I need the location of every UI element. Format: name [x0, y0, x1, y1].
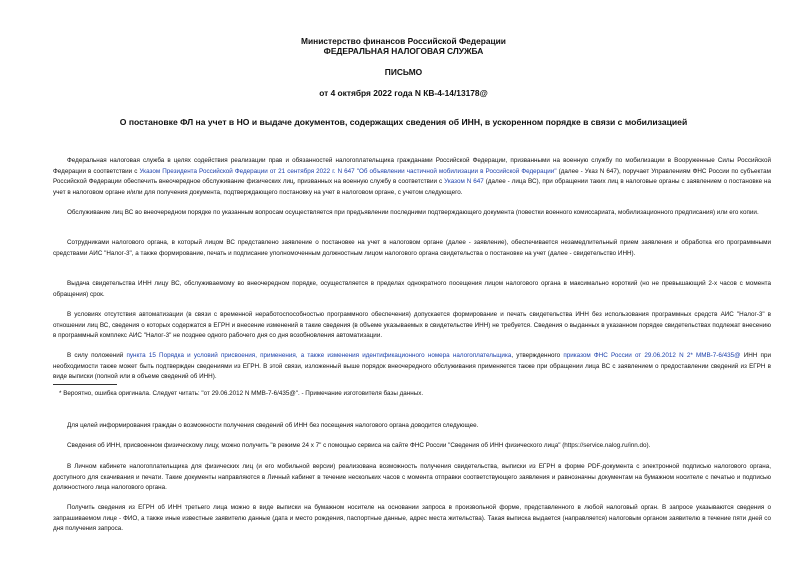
text-run: , утвержденного — [511, 352, 564, 359]
paragraph-5: В условиях отсутствия автоматизации (в связи с временной неработоспособностью программного обеспечения) допускается формирование и печать свидетельства ИНН без использования программных средств АИС "Налог-3" в отношении лиц ВС, сведения о которых содержатся в ЕГРН и внесение изменений в такие сведения (в объеме указываемых в свидетельстве ИНН) не требуется. Сведения о выданных в указанном порядке свидетельствах подлежат внесению в программный комплекс АИС "Налог-3" не позднее одного рабочего дня со дня возобновления автоматизации. — [53, 311, 771, 339]
link-decree-647[interactable]: Указом Президента Российской Федерации от 21 сентября 2022 г. N 647 "Об объявлении частичной мобилизации в Российской Федерации" — [139, 167, 557, 175]
text-run: (далее - Указ N 647), поручает Управлениям ФНС России по субъектам Российской Федерации обеспечить внеочередное обслуживание физических лиц, призванных на военную службу в соответствии с — [53, 167, 771, 185]
text-run: Федеральная налоговая служба в целях содействия реализации прав и обязанностей налогоплательщика гражданами Российской Федерации, призванными на военную службу по мобилизации в Вооруженные Силы Российской Федерации в соответствии с — [53, 157, 771, 175]
ministry-name: Министерство финансов Российской Федерации — [301, 36, 506, 46]
footnote-divider — [53, 384, 117, 385]
document-type: ПИСЬМО — [384, 67, 423, 77]
paragraph-10: Получить сведения из ЕГРН об ИНН третьего лица можно в виде выписки на бумажном носителе на основании запроса в произвольной форме, представленного в любой налоговый орган. В запросе указываются сведения о запрашиваемом лице - ФИО, а также иные известные заявителю данные (дата и место рождения, паспортные данные, адрес места жительства). Такая выписка выдается (направляется) налоговым органом заявителю в течение пяти дней со дня получения запроса. — [53, 504, 771, 532]
link-fns-order[interactable]: приказом ФНС России от 29.06.2012 N 2* ММВ-7-6/435@ — [563, 352, 741, 359]
paragraph-8: Сведения об ИНН, присвоенном физическому лицу, можно получить "в режиме 24 х 7" с помощью сервиса на сайте ФНС России "Сведения об ИНН физического лица" (https://service.nalog.ru/inn.do). — [67, 442, 651, 449]
document-date-number: от 4 октября 2022 года N КВ-4-14/13178@ — [319, 88, 488, 98]
document-title: О постановке ФЛ на учет в НО и выдаче документов, содержащих сведения об ИНН, в ускоренном порядке в связи с мобилизацией — [119, 117, 688, 127]
paragraph-1 — [53, 156, 771, 198]
paragraph-2: Обслуживание лиц ВС во внеочередном порядке по указанным вопросам осуществляется при предъявлении последними подтверждающего документа (повестки военного комиссариата, мобилизационного предписания) или его копии. — [67, 209, 759, 216]
paragraph-7: Для целей информирования граждан о возможности получения сведений об ИНН без посещения налогового органа доводится следующее. — [67, 422, 479, 429]
text-run: В силу положений — [67, 352, 127, 359]
paragraph-4: Выдача свидетельства ИНН лицу ВС, обслуживаемому во внеочередном порядке, осуществляется в пределах однократного посещения лицом налогового органа в максимально короткий (но не превышающий 2-х часов с момента обращения) срок. — [53, 280, 771, 298]
paragraph-6 — [53, 351, 771, 383]
text-run: ИНН при необходимости также может быть подтвержден сведениями из ЕГРН. В этой связи, изложенный выше порядок внеочередного обслуживания применяется также при обращении лица ВС с заявлением о предоставлении сведений из ЕГРН в виде выписки (полной или в объеме сведений об ИНН). — [53, 352, 771, 380]
paragraph-9: В Личном кабинете налогоплательщика для физических лиц (и его мобильной версии) реализована возможность получения свидетельства, выписки из ЕГРН в форме PDF-документа с электронной подписью налогового органа, доступного для скачивания и печати. Такие документы направляются в Личный кабинет в течение нескольких часов с момента отправки соответствующего заявления и равнозначны документам на бумажном носителе с печатью и подписью должностного лица налогового органа. — [53, 463, 771, 491]
link-decree-647-short[interactable]: Указом N 647 — [444, 178, 484, 185]
footnote: * Вероятно, ошибка оригинала. Следует читать: "от 29.06.2012 N ММВ-7-6/435@". - Примечание изготовителя базы данных. — [59, 390, 424, 397]
paragraph-3: Сотрудниками налогового органа, в который лицом ВС представлено заявление о постановке на учет в налоговом органе (далее - заявление), обеспечивается незамедлительный прием заявления и обработка его программными средствами АИС "Налог-3", а также формирование, печать и подписание уполномоченным должностным лицом налогового органа свидетельства о постановке на учет (далее - свидетельство ИНН). — [53, 239, 771, 257]
text-run: (далее - лица ВС), при обращении таких лиц в налоговые органы с заявлением о постановке на учет в налоговом органе и/или для получения документа, подтверждающего постановку на учет в налоговом органе, с учетом следующего. — [53, 178, 772, 196]
service-name: ФЕДЕРАЛЬНАЯ НАЛОГОВАЯ СЛУЖБА — [323, 46, 484, 56]
link-inn-procedure-point-15[interactable]: пункта 15 Порядка и условий присвоения, применения, а также изменения идентификационного номера налогоплательщика — [126, 352, 512, 359]
